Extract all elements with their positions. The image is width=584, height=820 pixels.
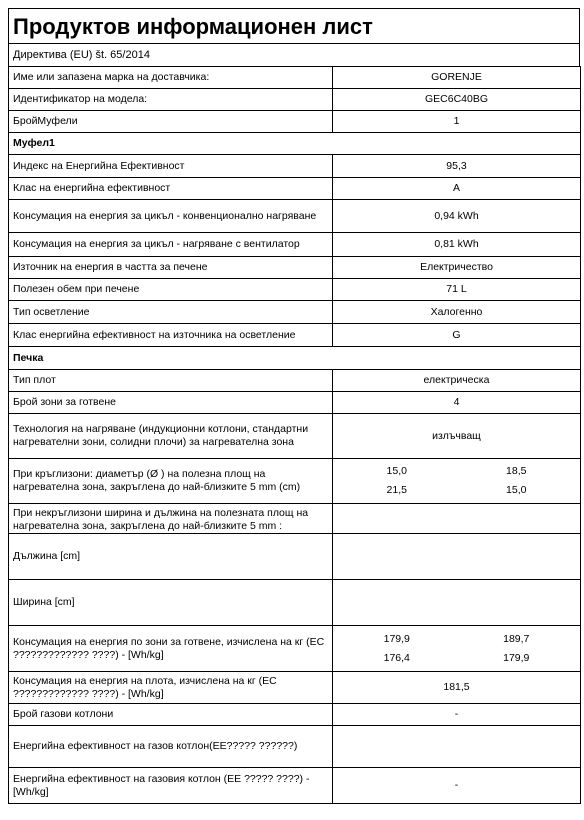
row-hob-type: [9, 370, 581, 392]
zone-consumption-2: 189,7: [503, 632, 530, 645]
label-lighting-class: Клас енергийна ефективност на източника на осветление: [9, 324, 333, 347]
label-zones: Брой зони за готвене: [9, 392, 333, 414]
row-model: [9, 89, 581, 111]
zone-consumption-4: 179,9: [503, 651, 530, 664]
round-zone-4: 15,0: [506, 484, 527, 496]
value-gas-hob-efficiency: -: [333, 768, 581, 804]
row-cavities: [9, 111, 581, 133]
row-lighting-type: [9, 301, 581, 324]
label-gas-efficiency: Енергийна ефективност на газов котлон(EE????? ??????): [9, 726, 333, 768]
zone-consumption-3: 176,4: [383, 651, 410, 664]
label-gas-hob-efficiency: Енергийна ефективност на газовия котлон (EE ????? ????) - [Wh/kg]: [9, 768, 333, 804]
label-length: Дължина [cm]: [9, 534, 333, 580]
value-hob-consumption: 181,5: [333, 672, 581, 704]
value-eei: 95,3: [333, 155, 581, 178]
value-cavities: 1: [333, 111, 581, 133]
row-length: [9, 534, 581, 580]
label-hob-consumption: Консумация на енергия на плота, изчислена на кг (EC ????????????? ????) - [Wh/kg]: [9, 672, 333, 704]
label-nonround-intro: При некръглизони ширина и дължина на полезната площ на нагревателна зона, закръглена до най-близките 5 mm :: [9, 504, 333, 534]
label-hob-type: Тип плот: [9, 370, 333, 392]
row-zones: [9, 392, 581, 414]
product-data-table: [8, 66, 581, 804]
label-lighting-type: Тип осветление: [9, 301, 333, 324]
value-lighting-class: G: [333, 324, 581, 347]
label-model: Идентификатор на модела:: [9, 89, 333, 111]
round-zone-1: 15,0: [386, 465, 407, 477]
value-length: [333, 534, 581, 580]
label-eei: Индекс на Енергийна Ефективност: [9, 155, 333, 178]
label-conv-consumption: Консумация на енергия за цикъл - конвенционално нагряване: [9, 200, 333, 233]
row-heating-tech: [9, 414, 581, 459]
value-hob-type: електрическа: [333, 370, 581, 392]
value-volume: 71 L: [333, 279, 581, 301]
section-oven-title: Муфел1: [9, 133, 581, 155]
row-conv-consumption: [9, 200, 581, 233]
label-gas-burners: Брой газови котлони: [9, 704, 333, 726]
zone-consumption-1: 179,9: [383, 632, 410, 645]
section-hob: [9, 347, 581, 370]
label-width: Ширина [cm]: [9, 580, 333, 626]
round-zone-2: 18,5: [506, 465, 527, 477]
value-nonround-intro: [333, 504, 581, 534]
row-supplier: [9, 67, 581, 89]
value-model: GEC6C40BG: [333, 89, 581, 111]
value-supplier: GORENJE: [333, 67, 581, 89]
value-heating-tech: излъчващ: [333, 414, 581, 459]
value-energy-class: A: [333, 178, 581, 200]
section-oven: [9, 133, 581, 155]
value-width: [333, 580, 581, 626]
value-gas-efficiency: [333, 726, 581, 768]
value-zone-consumption: [333, 626, 581, 672]
label-heating-tech: Технология на нагряване (индукционни котлони, стандартни нагревателни зони, солидни плочи) за нагревателна зона: [9, 414, 333, 459]
row-eei: [9, 155, 581, 178]
row-energy-class: [9, 178, 581, 200]
row-volume: [9, 279, 581, 301]
row-nonround-intro: [9, 504, 581, 534]
label-volume: Полезен обем при печене: [9, 279, 333, 301]
directive-reference: Директива (EU) št. 65/2014: [8, 44, 580, 66]
value-round-zones: [333, 459, 581, 504]
label-energy-class: Клас на енергийна ефективност: [9, 178, 333, 200]
value-lighting-type: Халогенно: [333, 301, 581, 324]
row-lighting-class: [9, 324, 581, 347]
row-gas-efficiency: [9, 726, 581, 768]
row-width: [9, 580, 581, 626]
round-zone-3: 21,5: [386, 484, 407, 496]
row-heat-source: [9, 257, 581, 279]
label-zone-consumption: Консумация на енергия по зони за готвене, изчислена на кг (EC ????????????? ????) - [Wh/kg]: [9, 626, 333, 672]
label-round-zones: При кръглизони: диаметър (Ø ) на полезна площ на нагревателна зона, закръглена до най-близките 5 mm (cm): [9, 459, 333, 504]
label-fan-consumption: Консумация на енергия за цикъл - нагряване с вентилатор: [9, 233, 333, 257]
value-zones: 4: [333, 392, 581, 414]
row-zone-consumption: [9, 626, 581, 672]
value-fan-consumption: 0,81 kWh: [333, 233, 581, 257]
row-fan-consumption: [9, 233, 581, 257]
value-conv-consumption: 0,94 kWh: [333, 200, 581, 233]
row-hob-consumption: [9, 672, 581, 704]
row-round-zones: [9, 459, 581, 504]
label-heat-source: Източник на енергия в частта за печене: [9, 257, 333, 279]
label-cavities: БройМуфели: [9, 111, 333, 133]
row-gas-burners: [9, 704, 581, 726]
sheet-title: Продуктов информационен лист: [8, 8, 580, 44]
row-gas-hob-efficiency: [9, 768, 581, 804]
value-heat-source: Електричество: [333, 257, 581, 279]
value-gas-burners: -: [333, 704, 581, 726]
section-hob-title: Печка: [9, 347, 581, 370]
label-supplier: Име или запазена марка на доставчика:: [9, 67, 333, 89]
